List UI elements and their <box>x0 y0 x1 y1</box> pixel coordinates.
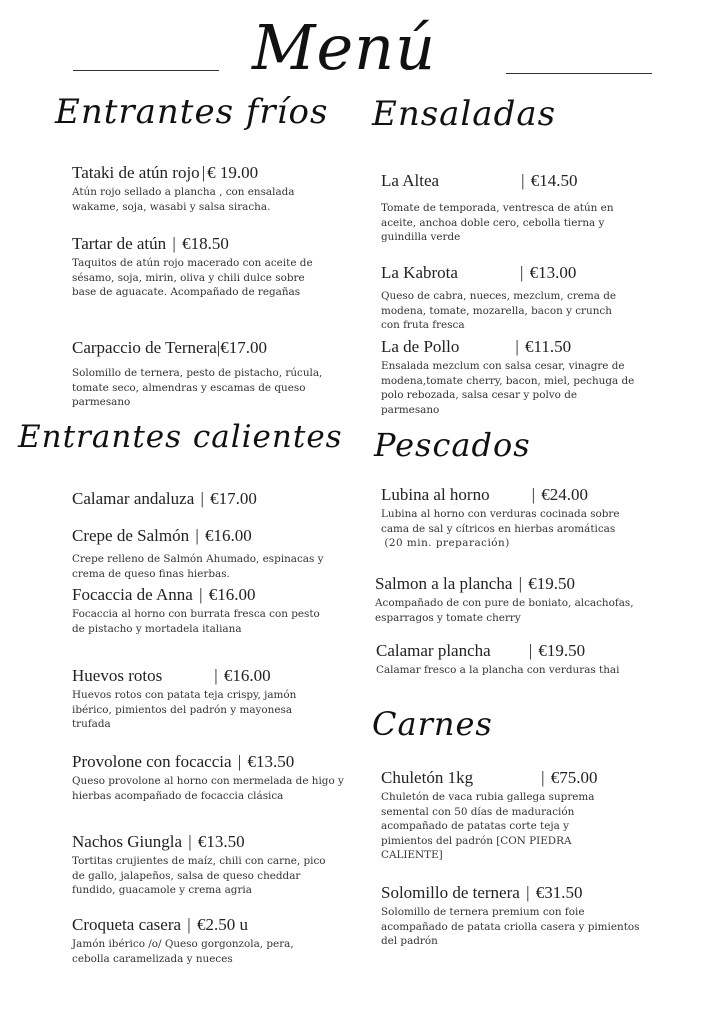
dish-price: €2.50 u <box>196 915 248 934</box>
dish-name: Solomillo de ternera <box>381 883 520 902</box>
dish-name-line: Tataki de atún rojo | € 19.00 <box>72 163 259 182</box>
dish-description: Lubina al horno con verduras cocinada sobre cama de sal y cítricos en hierbas aromáticas <box>381 508 620 535</box>
dish-name-line: La Kabrota | €13.00 <box>381 263 577 282</box>
dish-name: Chuletón 1kg <box>381 768 474 787</box>
dish-description: Jamón ibérico /o/ Queso gorgonzola, pera, cebolla caramelizada y nueces <box>72 938 294 965</box>
menu-item <box>72 752 356 803</box>
dish-description: Tortitas crujientes de maíz, chili con carne, pico de gallo, jalapeños, salsa de queso cheddar fundido, guacamole y crema agria <box>72 855 326 896</box>
menu-item <box>72 526 332 581</box>
section-title-carnes: Carnes <box>372 705 493 743</box>
dish-name: La Kabrota <box>381 263 458 282</box>
dish-name-line: Nachos Giungla | €13.50 <box>72 832 245 851</box>
dish-name-line: Tartar de atún | €18.50 <box>72 234 229 253</box>
dish-price: €18.50 <box>182 234 229 253</box>
dish-name: Crepe de Salmón <box>72 526 190 545</box>
menu-item <box>381 263 631 333</box>
dish-name-line: Solomillo de ternera | €31.50 <box>381 883 583 902</box>
dish-description: Calamar fresco a la plancha con verduras thai <box>376 664 620 676</box>
dish-price: €19.50 <box>538 641 586 660</box>
dish-description: Huevos rotos con patata teja crispy, jamón ibérico, pimientos del padrón y mayonesa trufada <box>72 689 297 730</box>
dish-price: €16.00 <box>223 666 271 685</box>
dish-name: Nachos Giungla <box>72 832 183 851</box>
dish-price: €16.00 <box>208 585 256 604</box>
dish-name-line: Provolone con focaccia | €13.50 <box>72 752 295 771</box>
dish-name: Tartar de atún <box>72 234 167 253</box>
dish-price: €14.50 <box>530 171 578 190</box>
section-title-pescados: Pescados <box>374 426 531 464</box>
dish-price: €75.00 <box>550 768 598 787</box>
menu-item <box>381 485 637 551</box>
dish-name-line: Focaccia de Anna | €16.00 <box>72 585 256 604</box>
dish-name-line: Crepe de Salmón | €16.00 <box>72 526 252 545</box>
section-title-ensaladas: Ensaladas <box>372 94 557 134</box>
dish-price: €13.50 <box>247 752 295 771</box>
dish-name: Lubina al horno <box>381 485 490 504</box>
dish-description: Taquitos de atún rojo macerado con aceite de sésamo, soja, mirin, oliva y chili dulce sobre base de aguacate. Acompañado de regañas <box>72 257 313 298</box>
dish-name-line: Chuletón 1kg | €75.00 <box>381 768 598 787</box>
dish-name-line: La de Pollo | €11.50 <box>381 337 572 356</box>
dish-name: Croqueta casera <box>72 915 182 934</box>
dish-name-line: Calamar andaluza | €17.00 <box>72 489 257 508</box>
dish-price: €16.00 <box>205 526 252 545</box>
dish-name: La Altea <box>381 171 440 190</box>
dish-name-line: Calamar plancha | €19.50 <box>376 641 586 660</box>
menu-item <box>72 666 334 732</box>
section-title-entrantes-frios: Entrantes fríos <box>55 92 329 132</box>
dish-name: Tataki de atún rojo <box>72 163 200 182</box>
dish-price: €19.50 <box>528 574 576 593</box>
dish-price: €11.50 <box>525 337 572 356</box>
dish-price: €24.00 <box>541 485 588 504</box>
dish-name-line: Huevos rotos | €16.00 <box>72 666 271 685</box>
dish-description: Ensalada mezclum con salsa cesar, vinagre de modena,tomate cherry, bacon, miel, pechuga de polo rebozada, salsa cesar y polvo de parmesano <box>381 360 635 416</box>
dish-name: Carpaccio de Ternera <box>72 338 217 357</box>
dish-price: €31.50 <box>535 883 583 902</box>
dish-description: Focaccia al horno con burrata fresca con pesto de pistacho y mortadela italiana <box>72 608 320 635</box>
menu-item <box>72 585 327 636</box>
dish-name: Focaccia de Anna <box>72 585 193 604</box>
menu-item <box>381 337 635 417</box>
dish-description: Crepe relleno de Salmón Ahumado, espinacas y crema de queso finas hierbas. <box>72 553 324 580</box>
menu-item <box>381 883 643 949</box>
menu-item <box>376 641 632 678</box>
menu-item <box>72 915 334 966</box>
dish-name: Provolone con focaccia <box>72 752 232 771</box>
menu-item <box>375 574 637 625</box>
menu-item <box>72 832 330 898</box>
header-rule-right <box>506 73 652 74</box>
dish-description: Tomate de temporada, ventresca de atún en aceite, anchoa doble cero, cebolla tierna y guindilla verde <box>381 202 614 243</box>
dish-name: Huevos rotos <box>72 666 163 685</box>
menu-item <box>72 163 332 214</box>
dish-description: Queso provolone al horno con mermelada de higo y hierbas acompañado de focaccia clásica <box>72 775 344 802</box>
section-title-entrantes-calientes: Entrantes calientes <box>18 419 343 455</box>
menu-item <box>381 768 621 863</box>
dish-price: € 19.00 <box>207 163 259 182</box>
dish-name: Calamar plancha <box>376 641 491 660</box>
dish-price: €17.00 <box>220 338 267 357</box>
dish-description: Solomillo de ternera premium con foie acompañado de patata criolla casera y pimientos del padrón <box>381 906 640 947</box>
dish-name: Calamar andaluza <box>72 489 195 508</box>
menu-item <box>72 338 328 410</box>
dish-price: €17.00 <box>210 489 257 508</box>
dish-name-line: Carpaccio de Ternera|€17.00 <box>72 338 267 357</box>
dish-description-block <box>381 507 637 551</box>
dish-description: Chuletón de vaca rubia gallega suprema semental con 50 días de maduración acompañado de patatas corte teja y pimientos del padrón [CON PIEDRA CALIENTE] <box>381 791 595 861</box>
dish-name-line: Croqueta casera | €2.50 u <box>72 915 248 934</box>
menu-item <box>381 171 631 245</box>
dish-name-line: La Altea | €14.50 <box>381 171 578 190</box>
dish-name-line: Salmon a la plancha | €19.50 <box>375 574 576 593</box>
menu-title: Menú <box>252 11 437 84</box>
preparation-note: (20 min. preparación) <box>384 537 510 549</box>
menu-item <box>72 234 330 300</box>
dish-description: Acompañado de con pure de boniato, alcachofas, esparragos y tomate cherry <box>375 597 634 624</box>
dish-description: Atún rojo sellado a plancha , con ensalada wakame, soja, wasabi y salsa siracha. <box>72 186 295 213</box>
dish-name-line: Lubina al horno | €24.00 <box>381 485 588 504</box>
dish-description: Queso de cabra, nueces, mezclum, crema de modena, tomate, mozarella, bacon y crunch con fruta fresca <box>381 290 617 331</box>
dish-description: Solomillo de ternera, pesto de pistacho, rúcula, tomate seco, almendras y escamas de queso parmesano <box>72 367 323 408</box>
dish-price: €13.00 <box>529 263 577 282</box>
menu-item <box>72 489 332 509</box>
dish-name: Salmon a la plancha <box>375 574 513 593</box>
dish-name: La de Pollo <box>381 337 460 356</box>
dish-price: €13.50 <box>197 832 245 851</box>
header-rule-left <box>73 70 219 71</box>
